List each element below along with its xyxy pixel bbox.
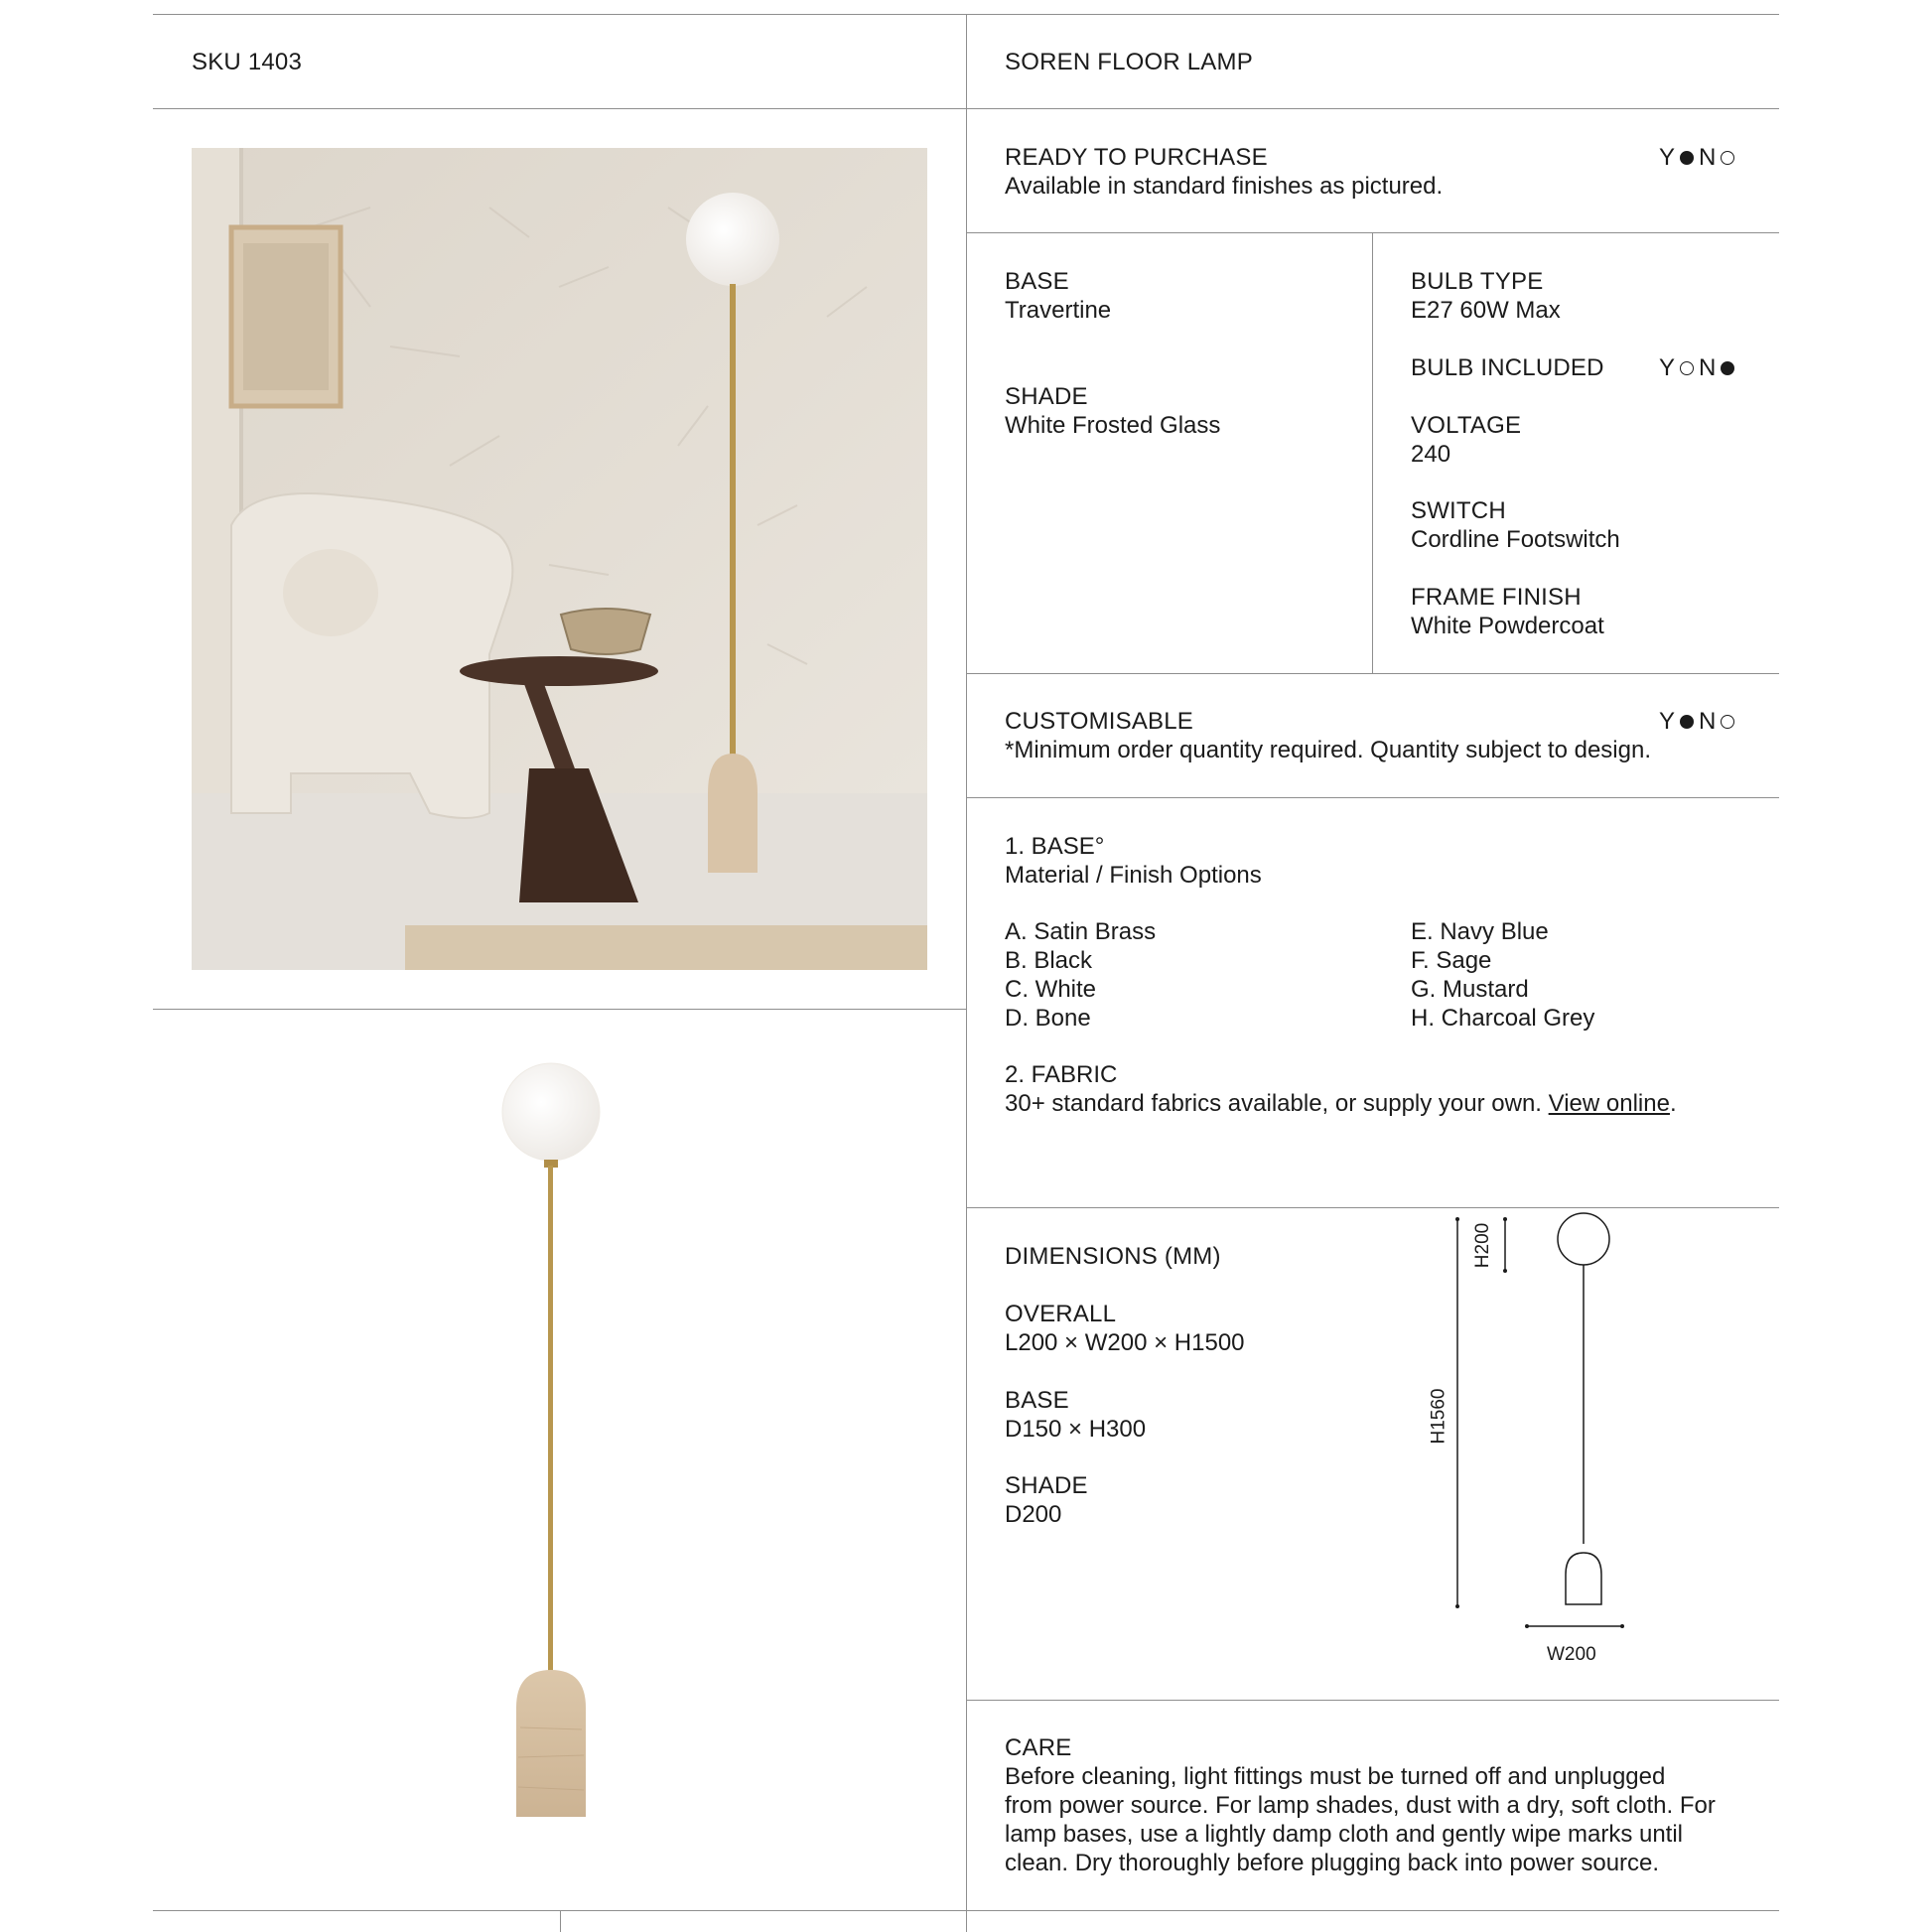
ready-section <box>1005 143 1443 201</box>
spec-frame-finish <box>1411 583 1604 640</box>
care-section <box>1005 1733 1716 1877</box>
center-divider <box>966 14 967 1932</box>
option-item: A. Satin Brass <box>1005 918 1157 945</box>
dimensions-heading: DIMENSIONS (MM) <box>1005 1243 1221 1270</box>
dim-shade-value: D200 <box>1005 1501 1062 1528</box>
spec-bulb-included <box>1411 353 1604 382</box>
spec-shade-value: White Frosted Glass <box>1005 412 1221 439</box>
ready-no-dot[interactable] <box>1721 151 1734 165</box>
shade-height-label: H200 <box>1472 1222 1494 1269</box>
ready-yes-label: Y <box>1659 144 1676 171</box>
dim-base <box>1005 1386 1146 1444</box>
bottom-left-divider <box>560 1910 561 1932</box>
base-options-heading <box>1005 832 1262 890</box>
lifestyle-photo <box>192 148 927 970</box>
dim-overall-value: L200 × W200 × H1500 <box>1005 1329 1245 1356</box>
sku-label: SKU 1403 <box>192 49 303 75</box>
spec-bulb-type <box>1411 267 1561 325</box>
option-item: H. Charcoal Grey <box>1411 1005 1595 1032</box>
spec-base-label: BASE <box>1005 268 1069 295</box>
fabric-end: . <box>1669 1090 1677 1117</box>
spec-voltage-label: VOLTAGE <box>1411 412 1522 439</box>
lifestyle-photo-illustration <box>192 148 927 970</box>
option-item: F. Sage <box>1411 947 1492 974</box>
care-line: clean. Dry thoroughly before plugging back into power source. <box>1005 1850 1660 1876</box>
spec-shade-label: SHADE <box>1005 383 1088 410</box>
width-label: W200 <box>1547 1644 1596 1665</box>
customisable-label: CUSTOMISABLE <box>1005 708 1194 735</box>
dim-shade <box>1005 1471 1088 1529</box>
dim-shade-label: SHADE <box>1005 1472 1088 1499</box>
dim-overall-label: OVERALL <box>1005 1301 1117 1327</box>
spec-base-value: Travertine <box>1005 297 1112 324</box>
bottom-rule <box>153 1910 1779 1911</box>
spec-switch-label: SWITCH <box>1411 497 1506 524</box>
dim-base-value: D150 × H300 <box>1005 1416 1147 1443</box>
spec-shade <box>1005 382 1220 440</box>
spec-bulb-type-value: E27 60W Max <box>1411 297 1561 324</box>
options-col-1 <box>1005 917 1156 1033</box>
base-options-title: 1. BASE° <box>1005 833 1105 860</box>
fabric-options <box>1005 1060 1677 1118</box>
care-line: Before cleaning, light fittings must be turned off and unplugged <box>1005 1763 1666 1790</box>
ready-no-label: N <box>1699 144 1717 171</box>
option-item: C. White <box>1005 976 1097 1003</box>
customisable-yn-toggle[interactable] <box>1659 707 1737 736</box>
ready-yes-dot[interactable] <box>1680 151 1694 165</box>
fabric-heading: 2. FABRIC <box>1005 1061 1118 1088</box>
care-line: lamp bases, use a lightly damp cloth and gently wipe marks until <box>1005 1821 1684 1848</box>
product-cutout-illustration <box>486 1062 616 1817</box>
specs-rule <box>966 673 1779 674</box>
fabric-text: 30+ standard fabrics available, or supply your own. <box>1005 1090 1549 1117</box>
base-options-subtitle: Material / Finish Options <box>1005 862 1262 889</box>
spec-switch <box>1411 496 1620 554</box>
spec-bulb-included-label: BULB INCLUDED <box>1411 354 1604 381</box>
dim-overall <box>1005 1300 1245 1357</box>
spec-voltage <box>1411 411 1521 469</box>
option-item: B. Black <box>1005 947 1093 974</box>
customisable-section <box>1005 707 1651 764</box>
custom-no-dot[interactable] <box>1721 715 1734 729</box>
ready-yn-toggle[interactable] <box>1659 143 1737 172</box>
option-item: E. Navy Blue <box>1411 918 1549 945</box>
dim-base-label: BASE <box>1005 1387 1069 1414</box>
bulb-no-dot[interactable] <box>1721 361 1734 375</box>
dimensions-rule <box>966 1700 1779 1701</box>
care-line: from power source. For lamp shades, dust with a dry, soft cloth. For <box>1005 1792 1716 1819</box>
spec-frame-finish-value: White Powdercoat <box>1411 613 1604 639</box>
option-item: D. Bone <box>1005 1005 1091 1032</box>
fabric-line <box>1005 1089 1677 1118</box>
custom-yes-label: Y <box>1659 708 1676 735</box>
bulb-yes-label: Y <box>1659 354 1676 381</box>
bulb-included-yn-toggle[interactable] <box>1659 353 1737 382</box>
spec-voltage-value: 240 <box>1411 441 1451 468</box>
view-online-link[interactable]: View online <box>1548 1090 1670 1117</box>
options-col-2 <box>1411 917 1594 1033</box>
bulb-yes-dot[interactable] <box>1680 361 1694 375</box>
custom-rule <box>966 797 1779 798</box>
ready-note: Available in standard finishes as pictured. <box>1005 173 1444 200</box>
photo-divider-rule <box>153 1009 966 1010</box>
custom-no-label: N <box>1699 708 1717 735</box>
ready-label: READY TO PURCHASE <box>1005 144 1268 171</box>
care-label: CARE <box>1005 1734 1072 1761</box>
total-height-label: H1560 <box>1428 1388 1449 1445</box>
bulb-no-label: N <box>1699 354 1717 381</box>
options-rule <box>966 1207 1779 1208</box>
spec-frame-finish-label: FRAME FINISH <box>1411 584 1582 611</box>
spec-switch-value: Cordline Footswitch <box>1411 526 1620 553</box>
spec-bulb-type-label: BULB TYPE <box>1411 268 1544 295</box>
custom-yes-dot[interactable] <box>1680 715 1694 729</box>
specs-divider <box>1372 232 1373 673</box>
spec-base <box>1005 267 1111 325</box>
product-title: SOREN FLOOR LAMP <box>1005 49 1253 75</box>
product-cutout <box>486 1062 616 1817</box>
dimensions-heading-block <box>1005 1242 1221 1271</box>
option-item: G. Mustard <box>1411 976 1529 1003</box>
customisable-note: *Minimum order quantity required. Quantity subject to design. <box>1005 737 1651 763</box>
